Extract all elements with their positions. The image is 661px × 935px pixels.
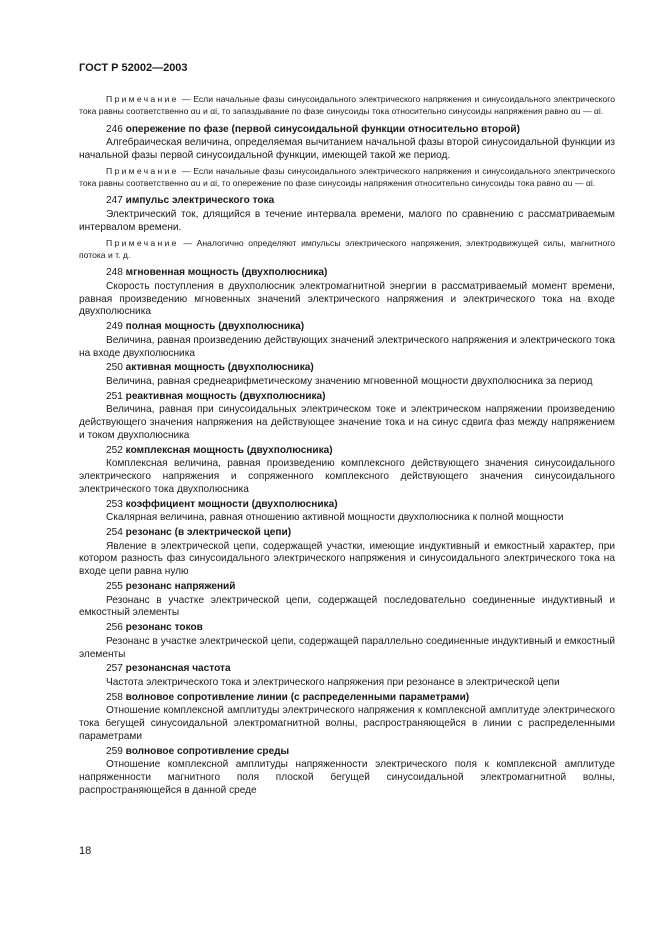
term-heading <box>79 746 615 759</box>
note-text: — Аналогично определяют импульсы электрического напряжения, электродвижущей силы, магнитного потока и т. д. <box>79 237 615 260</box>
term-heading <box>79 499 615 512</box>
note-label: Примечание <box>106 94 179 104</box>
term-heading <box>79 391 615 404</box>
definition-paragraph <box>79 677 615 690</box>
term-number: 255 <box>106 581 123 593</box>
definition-text: Величина, равная произведению действующих значений электрического напряжения и электрического тока на входе двухполюсника <box>79 334 615 359</box>
term-title: комплексная мощность (двухполюсника) <box>125 444 333 456</box>
definition-text: Электрический ток, длящийся в течение интервала времени, малого по сравнению с рассматриваемым интервалом времени. <box>79 208 615 233</box>
term-heading <box>79 124 615 137</box>
definition-text: Скорость поступления в двухполюсник электромагнитной энергии в рассматриваемый момент времени, равная произведению мгновенных значений электрического напряжения и электрического тока на входе двухполюсника <box>79 280 615 318</box>
term-title: импульс электрического тока <box>125 195 275 207</box>
definition-paragraph <box>79 636 615 662</box>
term-number: 254 <box>106 527 123 539</box>
term-heading <box>79 692 615 705</box>
term-title: волновое сопротивление среды <box>125 745 290 757</box>
definition-text: Резонанс в участке электрической цепи, содержащей параллельно соединенные индуктивный и емкостный элементы <box>79 635 615 660</box>
term-heading <box>79 581 615 594</box>
term-title: реактивная мощность (двухполюсника) <box>125 390 326 402</box>
term-title: резонансная частота <box>125 663 231 675</box>
term-number: 258 <box>106 691 123 703</box>
document-header: ГОСТ Р 52002—2003 <box>79 62 188 74</box>
definition-paragraph <box>79 404 615 442</box>
term-number: 257 <box>106 663 123 675</box>
term-number: 252 <box>106 444 123 456</box>
term-number: 249 <box>106 321 123 333</box>
definition-text: Частота электрического тока и электрического напряжения при резонансе в электрической цепи <box>106 677 560 689</box>
term-title: резонанс напряжений <box>125 581 236 593</box>
definition-text: Отношение комплексной амплитуды электрического напряжения к комплексной амплитуде электрического тока бегущей синусоидальной электромагнитной волны, распространяющейся в линии с распределенными параметрами <box>79 705 615 743</box>
note-label: Примечание <box>106 237 179 248</box>
definition-paragraph <box>79 512 615 525</box>
definition-text: Комплексная величина, равная произведению комплексного действующего значения синусоидального электрического напряжения и сопряженного комплексного действующего значения синусоидального электрического тока двухполюсника <box>79 458 615 495</box>
term-heading <box>79 321 615 334</box>
definition-paragraph <box>79 137 615 163</box>
term-number: 248 <box>106 267 123 279</box>
definition-paragraph <box>79 376 615 389</box>
term-heading <box>79 195 615 208</box>
definition-text: Резонанс в участке электрической цепи, содержащей последовательно соединенные индуктивный и емкостный элементы <box>79 594 615 619</box>
term-title: опережение по фазе (первой синусоидальной функции относительно второй) <box>125 123 521 135</box>
term-title: резонанс (в электрической цепи) <box>125 527 292 539</box>
term-heading <box>79 663 615 676</box>
definition-paragraph <box>79 458 615 496</box>
term-title: активная мощность (двухполюсника) <box>125 362 314 374</box>
term-heading <box>79 622 615 635</box>
definition-text: Величина, равная при синусоидальных электрическом токе и электрическом напряжении произведению действующего значения напряжения на действующее значение тока и на синус сдвига фаз между напряжением и током двухполюсника <box>79 404 615 441</box>
document-body <box>79 93 615 800</box>
term-number: 256 <box>106 622 123 634</box>
term-title: мгновенная мощность (двухполюсника) <box>125 267 328 279</box>
term-number: 246 <box>106 123 123 135</box>
term-heading <box>79 445 615 458</box>
definition-paragraph <box>79 281 615 319</box>
definition-text: Величина, равная среднеарифметическому значению мгновенной мощности двухполюсника за период <box>106 375 593 387</box>
term-number: 247 <box>106 195 123 207</box>
page-number: 18 <box>79 845 92 857</box>
note-label: Примечание <box>106 165 179 176</box>
definition-text: Отношение комплексной амплитуды напряженности электрического поля к комплексной амплитуде напряженности магнитного поля плоской бегущей синусоидальной электромагнитной волны, распространяющейся в данной среде <box>79 759 615 796</box>
note-paragraph <box>79 93 615 118</box>
definition-paragraph <box>79 209 615 235</box>
term-title: волновое сопротивление линии (с распределенными параметрами) <box>125 691 470 703</box>
term-title: резонанс токов <box>125 622 203 634</box>
term-number: 253 <box>106 498 123 510</box>
term-title: коэффициент мощности (двухполюсника) <box>125 498 338 510</box>
definition-text: Явление в электрической цепи, содержащей участки, имеющие индуктивный и емкостный характер, при котором разность фаз синусоидального электрического напряжения и синусоидального электрического тока на входе цепи равна нулю <box>79 540 615 578</box>
definition-text: Скалярная величина, равная отношению активной мощности двухполюсника к полной мощности <box>106 512 564 524</box>
term-number: 259 <box>106 745 123 757</box>
definition-paragraph <box>79 335 615 361</box>
definition-text: Алгебраическая величина, определяемая вычитанием начальной фазы второй синусоидальной функции из начальной фазы первой синусоидальной функции, имеющей такой же период. <box>79 137 615 161</box>
term-heading <box>79 267 615 280</box>
term-number: 251 <box>106 390 123 402</box>
definition-paragraph <box>79 705 615 743</box>
term-number: 250 <box>106 362 123 374</box>
note-text: — Если начальные фазы синусоидального электрического напряжения и синусоидального электрического тока равны соответственно αu и αi, то запаздывание по фазе синусоиды тока относительно синусоиды напряжения равно αu — αi. <box>79 94 615 117</box>
note-paragraph <box>79 237 615 262</box>
note-text: — Если начальные фазы синусоидального электрического напряжения и синусоидального электрического тока равны соответственно αu и αi, то опережение по фазе синусоиды напряжения относительно синусоиды тока равно αu — αi. <box>79 165 615 189</box>
definition-paragraph <box>79 541 615 579</box>
definition-paragraph <box>79 595 615 621</box>
term-title: полная мощность (двухполюсника) <box>125 321 305 333</box>
definition-paragraph <box>79 759 615 797</box>
term-heading <box>79 362 615 375</box>
note-paragraph <box>79 165 615 190</box>
term-heading <box>79 527 615 540</box>
